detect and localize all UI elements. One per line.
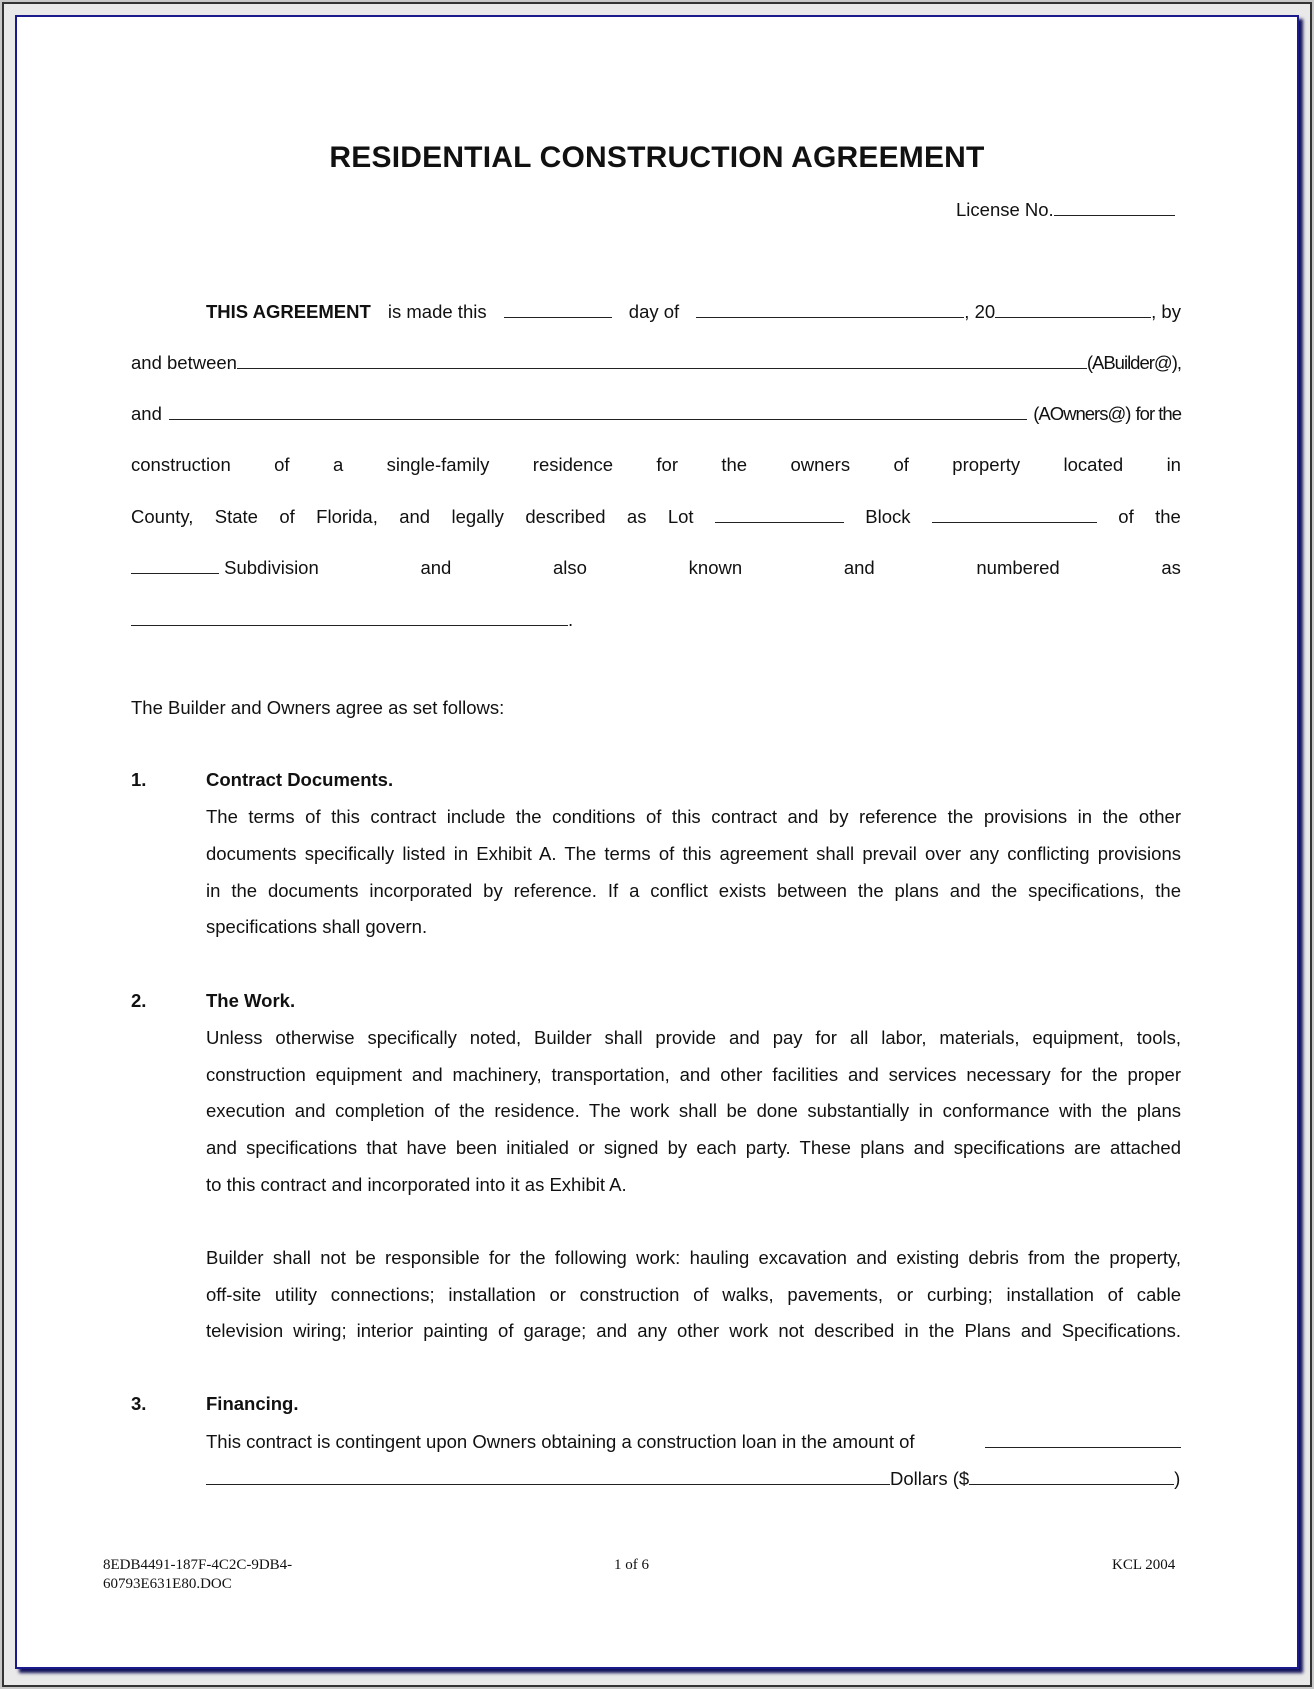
- word: County,: [131, 506, 194, 527]
- section-3-heading: Financing.: [206, 1393, 299, 1414]
- doc-id-line: 60793E631E80.DOC: [103, 1576, 232, 1592]
- dollars-words-blank: [206, 1468, 890, 1485]
- text: is made this: [387, 301, 487, 322]
- intro-line-6: [131, 557, 1181, 579]
- intro-line-4: [131, 454, 1181, 476]
- section-1-number: 1.: [131, 769, 147, 790]
- intro-line-3: [131, 403, 1181, 425]
- section-2-exclusions-line: Builder shall not be responsible for the following work: hauling excavation and existing debris from the property,: [206, 1247, 1181, 1268]
- text: for the: [1135, 403, 1181, 424]
- footer-doc-id: [103, 1556, 292, 1594]
- section-2-line: and specifications that have been initialed or signed by each party. These plans and specifications are attached: [206, 1137, 1181, 1158]
- section-3-line: [206, 1431, 1181, 1453]
- year-blank: [995, 301, 1151, 318]
- address-blank: [131, 609, 568, 626]
- word: the: [721, 454, 748, 475]
- agree-line: The Builder and Owners agree as set follows:: [131, 697, 505, 718]
- license-blank: [1054, 199, 1175, 216]
- word: a: [332, 454, 344, 475]
- license-label: License No.: [956, 199, 1054, 220]
- agreement-bold-label: THIS AGREEMENT: [206, 301, 371, 322]
- word: Florida,: [316, 506, 378, 527]
- word: of: [279, 506, 295, 527]
- word: of: [893, 454, 909, 475]
- section-1-heading: Contract Documents.: [206, 769, 394, 790]
- section-3-line-2: [206, 1468, 1196, 1490]
- word: construction: [131, 454, 231, 475]
- text: (ABuilder@),: [1086, 352, 1181, 373]
- day-blank: [504, 301, 612, 318]
- text: Dollars ($: [890, 1468, 970, 1489]
- word: for: [656, 454, 678, 475]
- intro-line-2: [131, 352, 1181, 374]
- word: and: [843, 557, 875, 578]
- word: Block: [865, 506, 911, 527]
- section-2-exclusions-line: off-site utility connections; installation or construction of walks, pavements, or curbing; installation of cable: [206, 1284, 1181, 1305]
- word: residence: [532, 454, 614, 475]
- text: ): [1174, 1468, 1181, 1489]
- text: , 20: [964, 301, 996, 322]
- section-1-line: in the documents incorporated by reference. If a conflict exists between the plans and the specifications, the: [206, 880, 1181, 901]
- section-2-number: 2.: [131, 990, 147, 1011]
- section-2-line: Unless otherwise specifically noted, Builder shall provide and pay for all labor, materials, equipment, tools,: [206, 1027, 1181, 1048]
- footer-right: KCL 2004: [1112, 1557, 1176, 1573]
- word: of: [274, 454, 290, 475]
- word: and: [399, 506, 431, 527]
- text: (AOwners@): [1033, 403, 1131, 424]
- footer-page-number: 1 of 6: [614, 1557, 649, 1573]
- document-title: RESIDENTIAL CONSTRUCTION AGREEMENT: [329, 141, 985, 174]
- section-1-line: documents specifically listed in Exhibit A. The terms of this agreement shall prevail over any conflicting provisions: [206, 843, 1181, 864]
- section-2-line: construction equipment and machinery, transportation, and other facilities and services necessary for the proper: [206, 1064, 1181, 1085]
- word: owners: [790, 454, 851, 475]
- intro-line-1: [206, 301, 1181, 323]
- word: and: [420, 557, 452, 578]
- text: , by: [1151, 301, 1181, 322]
- word: in: [1166, 454, 1181, 475]
- word: of: [1118, 506, 1134, 527]
- text: and: [131, 403, 162, 424]
- block-blank: [932, 506, 1097, 523]
- owners-blank: [169, 403, 1027, 420]
- dollars-amount-blank: [969, 1468, 1174, 1485]
- word: numbered: [976, 557, 1060, 578]
- word: described: [525, 506, 606, 527]
- section-2-heading: The Work.: [206, 990, 296, 1011]
- word: Lot: [667, 506, 694, 527]
- section-2-line: execution and completion of the residence. The work shall be done substantially in conformance with the plans: [206, 1100, 1181, 1121]
- text: .: [568, 609, 574, 630]
- subdivision-blank: [131, 557, 219, 574]
- lot-blank: [715, 506, 844, 523]
- loan-amount-blank: [985, 1431, 1181, 1448]
- word: located: [1063, 454, 1124, 475]
- license-number-field: [956, 199, 1175, 221]
- section-3-number: 3.: [131, 1393, 147, 1414]
- document-page: [15, 15, 1299, 1669]
- word: Subdivision: [224, 557, 319, 578]
- section-2-exclusions-line: television wiring; interior painting of garage; and any other work not described in the Plans and Specifications.: [206, 1320, 1181, 1341]
- word: property: [952, 454, 1021, 475]
- builder-blank: [237, 352, 1087, 369]
- month-blank: [696, 301, 964, 318]
- word: State: [214, 506, 258, 527]
- word: legally: [451, 506, 504, 527]
- word: single-family: [386, 454, 490, 475]
- word: as: [1161, 557, 1181, 578]
- section-1-line: The terms of this contract include the conditions of this contract and by reference the provisions in the other: [206, 806, 1181, 827]
- word: as: [626, 506, 647, 527]
- word: the: [1155, 506, 1181, 527]
- section-1-line: specifications shall govern.: [206, 916, 428, 937]
- text: and between: [131, 352, 237, 373]
- intro-line-7: [131, 609, 1181, 631]
- intro-line-5: [131, 506, 1181, 528]
- doc-id-line: 8EDB4491-187F-4C2C-9DB4-: [103, 1557, 293, 1573]
- text: day of: [628, 301, 680, 322]
- word: known: [688, 557, 743, 578]
- text: This contract is contingent upon Owners obtaining a construction loan in the amount of: [206, 1431, 915, 1452]
- section-2-line: to this contract and incorporated into it as Exhibit A.: [206, 1174, 627, 1195]
- word: also: [553, 557, 587, 578]
